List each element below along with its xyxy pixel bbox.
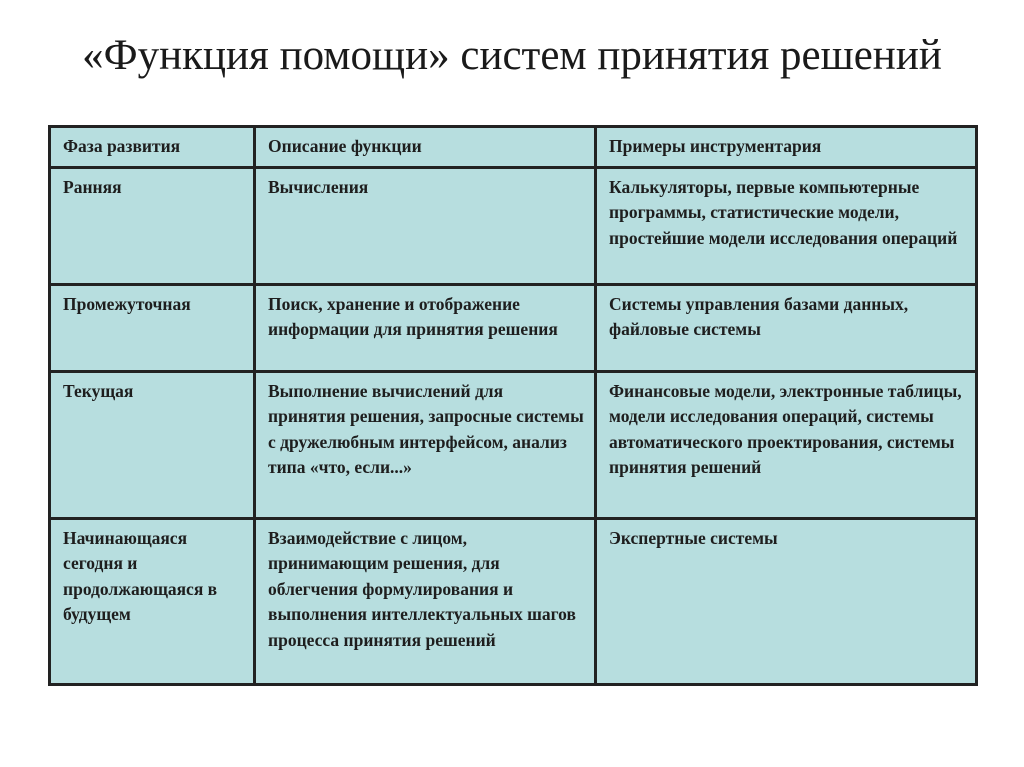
- header-phase: Фаза развития: [50, 127, 255, 168]
- slide-title: «Функция помощи» систем принятия решений: [82, 32, 942, 79]
- table-row: [50, 518, 977, 684]
- phases-table: [48, 125, 978, 686]
- table-row: [50, 284, 977, 371]
- table-row: [50, 167, 977, 284]
- cell-description: Вычисления: [255, 167, 596, 284]
- cell-description: Взаимодействие с лицом, принимающим решения, для облегчения формулирования и выполнения интеллектуальных шагов процесса принятия решений: [255, 518, 596, 684]
- cell-examples: Системы управления базами данных, файловые системы: [596, 284, 977, 371]
- cell-phase: Ранняя: [50, 167, 255, 284]
- cell-examples: Экспертные системы: [596, 518, 977, 684]
- table-row: [50, 371, 977, 518]
- table-header-row: [50, 127, 977, 168]
- cell-examples: Финансовые модели, электронные таблицы, модели исследования операций, системы автоматического проектирования, системы принятия решений: [596, 371, 977, 518]
- cell-phase: Промежуточная: [50, 284, 255, 371]
- header-examples: Примеры инструментария: [596, 127, 977, 168]
- cell-examples: Калькуляторы, первые компьютерные программы, статистические модели, простейшие модели исследования операций: [596, 167, 977, 284]
- header-description: Описание функции: [255, 127, 596, 168]
- cell-description: Выполнение вычислений для принятия решения, запросные системы с дружелюбным интерфейсом, анализ типа «что, если...»: [255, 371, 596, 518]
- cell-description: Поиск, хранение и отображение информации для принятия решения: [255, 284, 596, 371]
- cell-phase: Текущая: [50, 371, 255, 518]
- cell-phase: Начинающаяся сегодня и продолжающаяся в будущем: [50, 518, 255, 684]
